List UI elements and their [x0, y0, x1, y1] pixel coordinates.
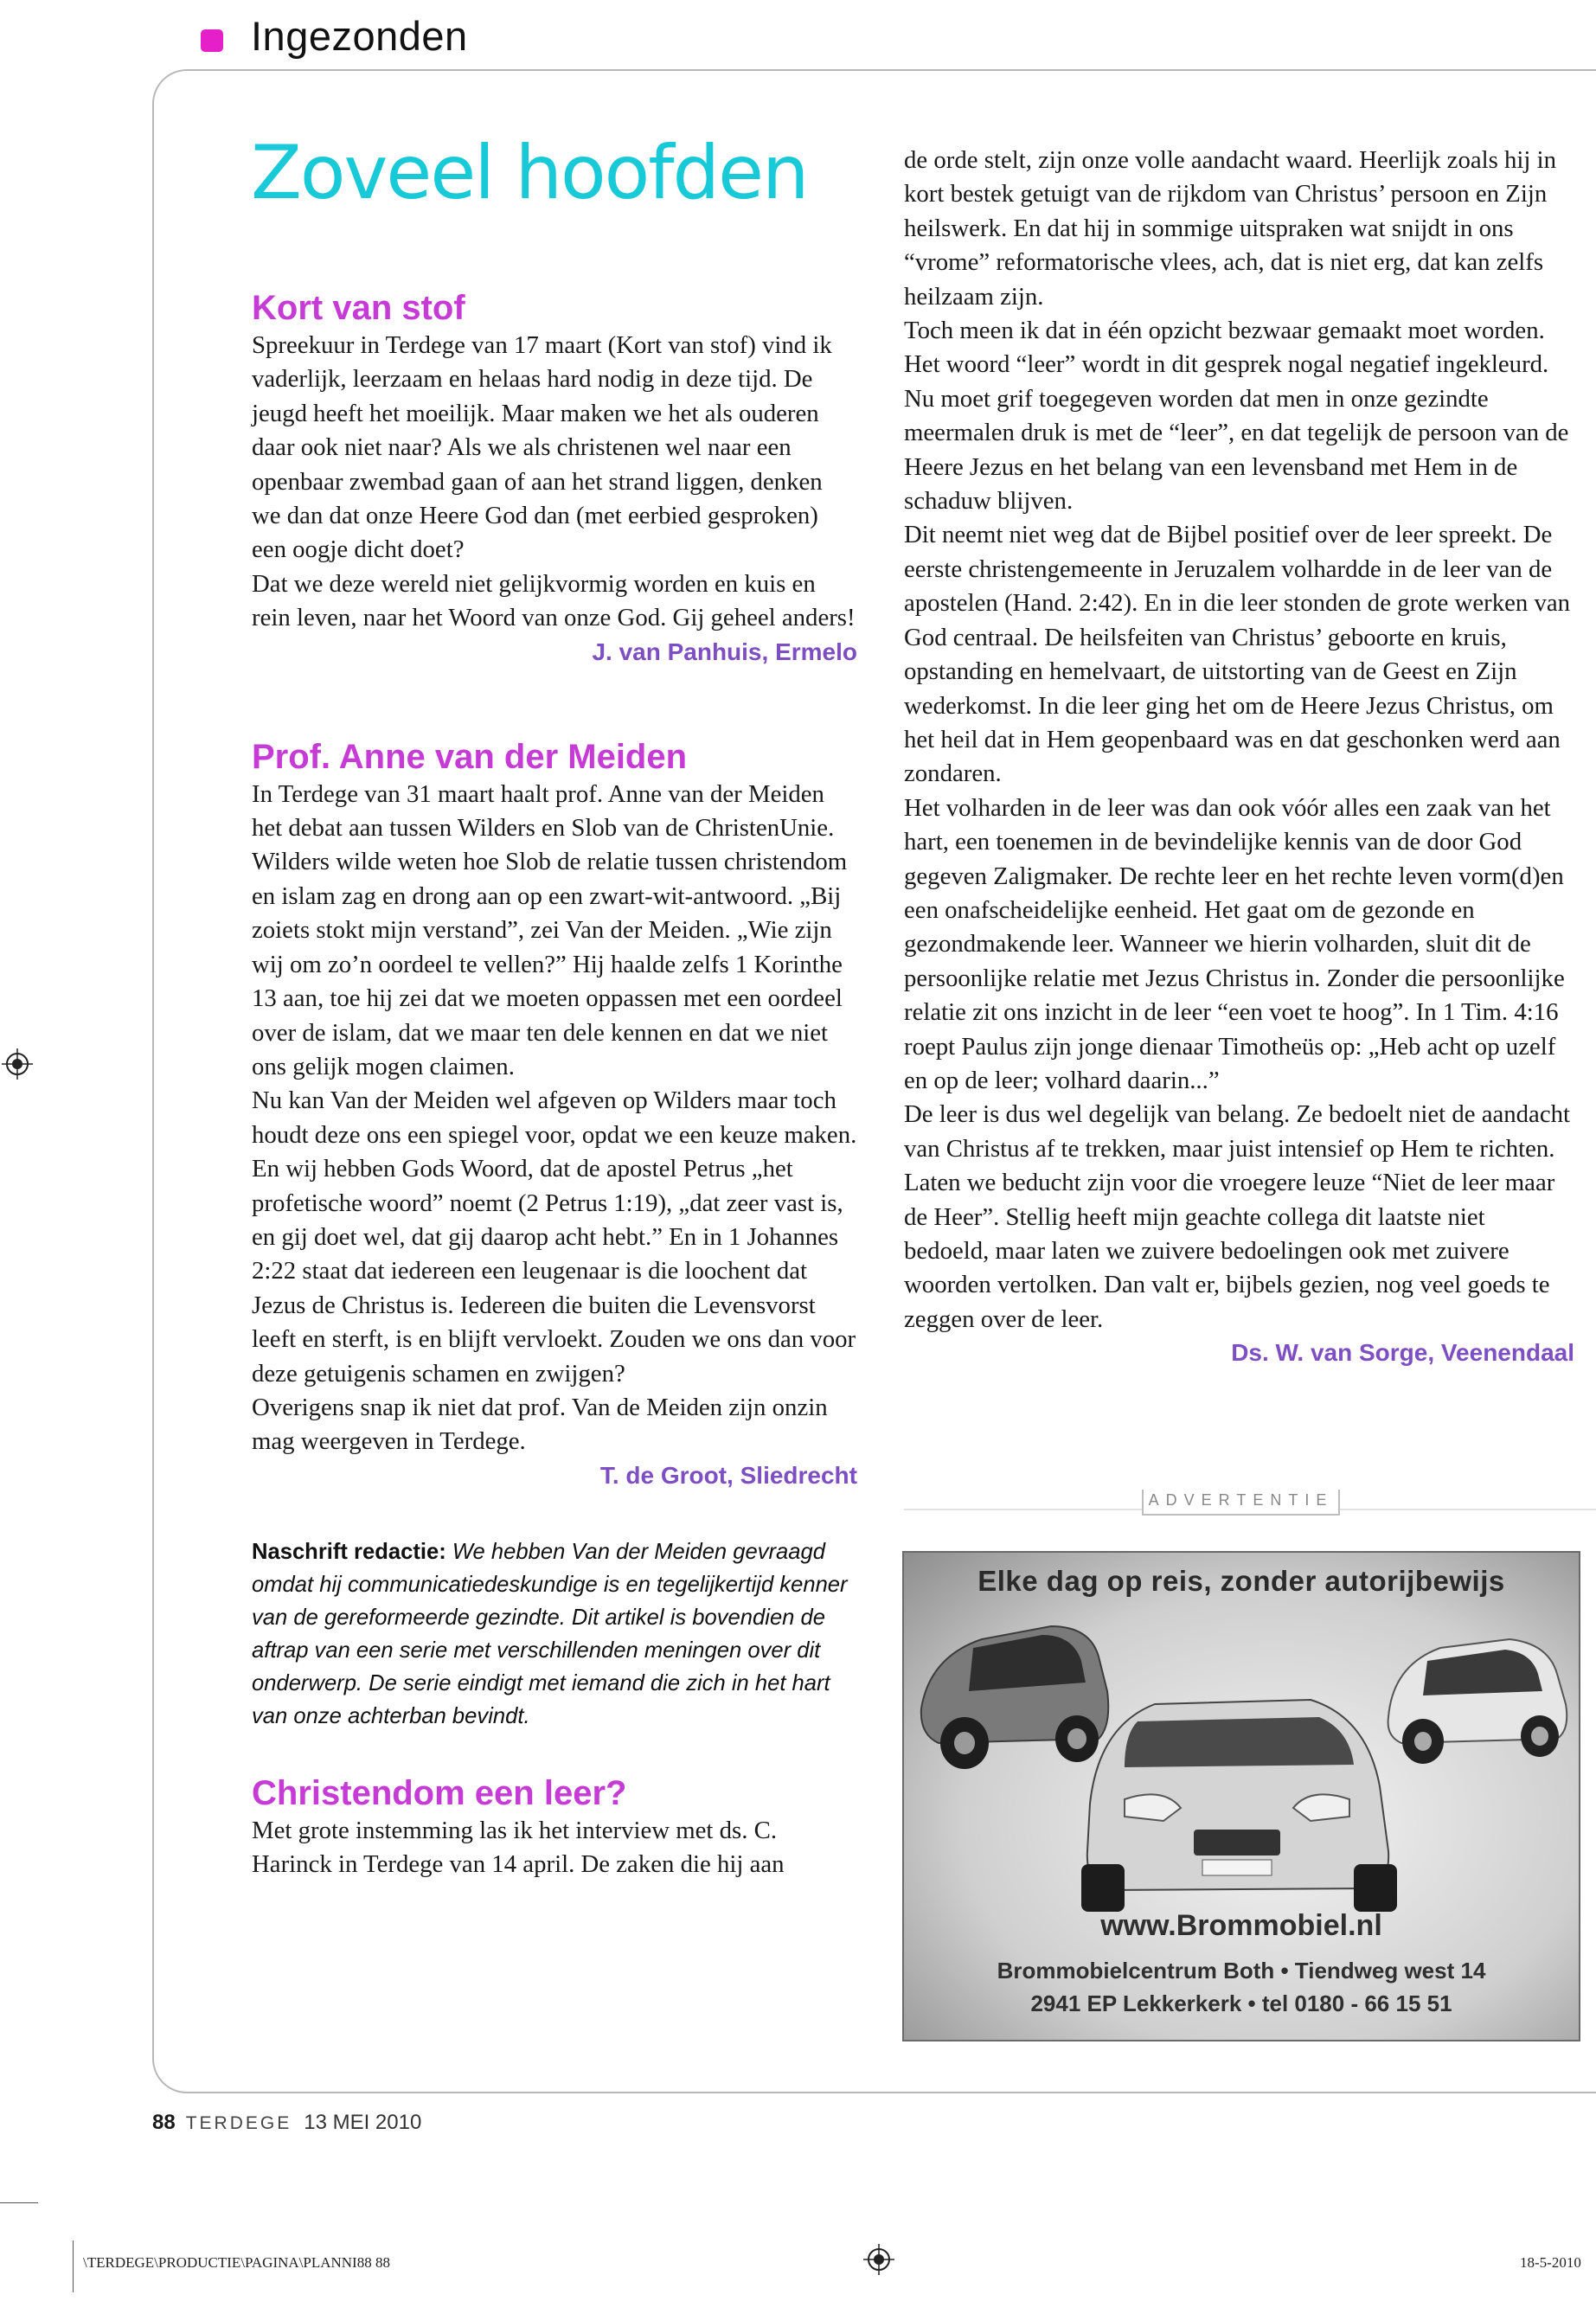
editorial-note-label: Naschrift redactie: [252, 1539, 446, 1564]
heading-christendom-een-leer: Christendom een leer? [252, 1773, 627, 1812]
ad-headline: Elke dag op reis, zonder autorijbewijs [977, 1565, 1505, 1597]
paragraph: Toch meen ik dat in één opzicht bezwaar gemaakt moet worden. Het woord “leer” wordt in dit gesprek nogal negatief ingekleurd. Nu moet grif toegegeven worden dat men in onze gezindte meermalen druk is met de “leer”, en dat tegelijk de persoon van de Heere Jezus en het belang van een levensband met Hem in de schaduw blijven. [904, 317, 1569, 516]
registration-mark-icon [863, 2244, 894, 2275]
registration-mark-icon [2, 1048, 33, 1080]
signature-van-panhuis: J. van Panhuis, Ermelo [592, 638, 857, 665]
left-column [252, 287, 857, 1882]
ad-label: ADVERTENTIE [1148, 1491, 1334, 1509]
signature-van-sorge: Ds. W. van Sorge, Veenendaal [1231, 1339, 1574, 1367]
paragraph: Dit neemt niet weg dat de Bijbel positief over de leer spreekt. De eerste christengemeente in Jeruzalem volhardde in de leer van de apostelen (Hand. 2:42). En in die leer stonden de grote werken van God centraal. De heilsfeiten van Christus’ geboorte en kruis, opstanding en hemelvaart, de uitstorting van de Geest en Zijn wederkomst. In die leer ging het om de Heere Jezus Christus, om het heil dat in Hem geopenbaard was en dat geschonken werd aan zondaren. [904, 521, 1571, 788]
ad-address-line2: 2941 EP Lekkerkerk • tel 0180 - 66 15 51 [1030, 1990, 1452, 2016]
paragraph: Dat we deze wereld niet gelijkvormig worden en kuis en rein leven, naar het Woord van onze God. Gij geheel anders! [252, 569, 856, 632]
section-label: Ingezonden [251, 13, 468, 59]
publication-name: TERDEGE [185, 2113, 292, 2133]
ad-rule-right [1338, 1509, 1596, 1510]
crop-mark [73, 2240, 74, 2292]
page-footer [152, 2111, 421, 2135]
editorial-note-text: We hebben Van der Meiden gevraagd omdat hij communicatiedeskundige is en tegelijkertijd kenner van de gereformeerde gezindte. Dit artikel is bovendien de aftrap van een serie met verschillenden meningen over dit onderwerp. De serie eindigt met iemand die zich in het hart van onze achterban bevindt. [252, 1539, 848, 1728]
ad-rule-left [904, 1509, 1142, 1510]
car-center-icon [1081, 1700, 1397, 1912]
paragraph: De leer is dus wel degelijk van belang. Ze bedoelt niet de aandacht van Christus af te trekken, maar juist intensief op Hem te richten. Laten we beducht zijn voor die vroegere leuze “Niet de leer maar de Heer”. Stellig heeft mijn geachte collega dit laatste niet bedoeld, maar laten we zuivere bedoelingen ook met zuivere woorden vertolken. Dan valt er, bijbels gezien, nog veel goeds te zeggen over de leer. [904, 1100, 1571, 1333]
paragraph: Het volharden in de leer was dan ook vóór alles een zaak van het hart, een toenemen in de bevindelijke kennis van de door God gegeven Zaligmaker. De rechte leer en het rechte leven vorm(d)en een onafscheidelijke eenheid. Het gaat om de gezonde en gezondmakende leer. Wanneer we hierin volharden, sluit dit de persoonlijke relatie met Jezus Christus in. Zonder die persoonlijke relatie zit ons inzicht in de leer “een voet te hoog”. In 1 Tim. 4:16 roept Paulus zijn jonge dienaar Timotheüs op: „Heb acht op uzelf en op de leer; volhard daarin...” [904, 793, 1565, 1094]
issue-date: 13 MEI 2010 [304, 2111, 422, 2134]
ad-address-line1: Brommobielcentrum Both • Tiendweg west 14 [997, 1958, 1486, 1984]
heading-kort-van-stof: Kort van stof [252, 289, 465, 327]
car-left-icon [921, 1626, 1108, 1769]
advertisement[interactable] [902, 1551, 1580, 2041]
paragraph: In Terdege van 31 maart haalt prof. Anne van der Meiden het debat aan tussen Wilders en Slob van de ChristenUnie. Wilders wilde weten hoe Slob de relatie tussen christendom en islam zag en drong aan op een zwart-wit-antwoord. „Bij zoiets stokt mijn verstand”, zei Van der Meiden. „Wie zijn wij om zo’n oordeel te vellen?” Hij haalde zelfs 1 Korinthe 13 aan, toe hij zei dat we moeten oppassen met een oordeel over de islam, dat we maar ten dele kennen en dat we niet ons gelijk mogen claimen. [252, 779, 848, 1080]
ad-website[interactable]: www.Brommobiel.nl [1100, 1909, 1382, 1942]
paragraph: Nu kan Van der Meiden wel afgeven op Wilders maar toch houdt deze ons een spiegel voor, opdat we een keuze maken. En wij hebben Gods Woord, dat de apostel Petrus „het profetische woord” noemt (2 Petrus 1:19), „dat zeer vast is, en gij doet wel, dat gij daarop acht hebt.” En in 1 Johannes 2:22 staat dat iedereen een leugenaar is die loochent dat Jezus de Christus is. Iedereen die buiten die Levensvorst leeft en sterft, is en blijft vervloekt. Zouden we ons dan voor deze getuigenis schamen en zwijgen? [252, 1086, 857, 1388]
right-column [904, 144, 1574, 1369]
paragraph: Overigens snap ik niet dat prof. Van de Meiden zijn onzin mag weergeven in Terdege. [252, 1393, 828, 1456]
paragraph: Spreekuur in Terdege van 17 maart (Kort van stof) vind ik vaderlijk, leerzaam en helaas hard nodig in deze tijd. De jeugd heeft het moeilijk. Maar maken we het als ouderen daar ook niet naar? Als we als christenen wel naar een openbaar zwembad gaan of aan het strand liggen, denken we dan dat onze Heere God dan (met eerbied gesproken) een oogje dicht doet? [252, 331, 832, 564]
page-title: Zoveel hoofden [251, 130, 808, 216]
section-marker [201, 29, 223, 52]
car-right-icon [1388, 1639, 1567, 1764]
paragraph: Met grote instemming las ik het interview met ds. C. Harinck in Terdege van 14 april. De zaken die hij aan [252, 1816, 785, 1879]
signature-de-groot: T. de Groot, Sliedrecht [599, 1461, 857, 1489]
page-number: 88 [152, 2111, 176, 2134]
paragraph: de orde stelt, zijn onze volle aandacht waard. Heerlijk zoals hij in kort bestek getuigt van de rijkdom van Christus’ persoon en Zijn heilswerk. En dat hij in sommige uitspraken wat snijdt in ons “vrome” reformatorische vlees, ach, dat is niet erg, dat kan zelfs heilzaam zijn. [904, 146, 1557, 311]
crop-mark [0, 2202, 38, 2203]
print-slug-path: \TERDEGE\PRODUCTIE\PAGINA\PLANNI88 88 [83, 2254, 390, 2271]
heading-anne-van-der-meiden: Prof. Anne van der Meiden [252, 737, 688, 776]
print-slug-date: 18-5-2010 [1520, 2254, 1581, 2271]
editorial-note [252, 1535, 857, 1733]
